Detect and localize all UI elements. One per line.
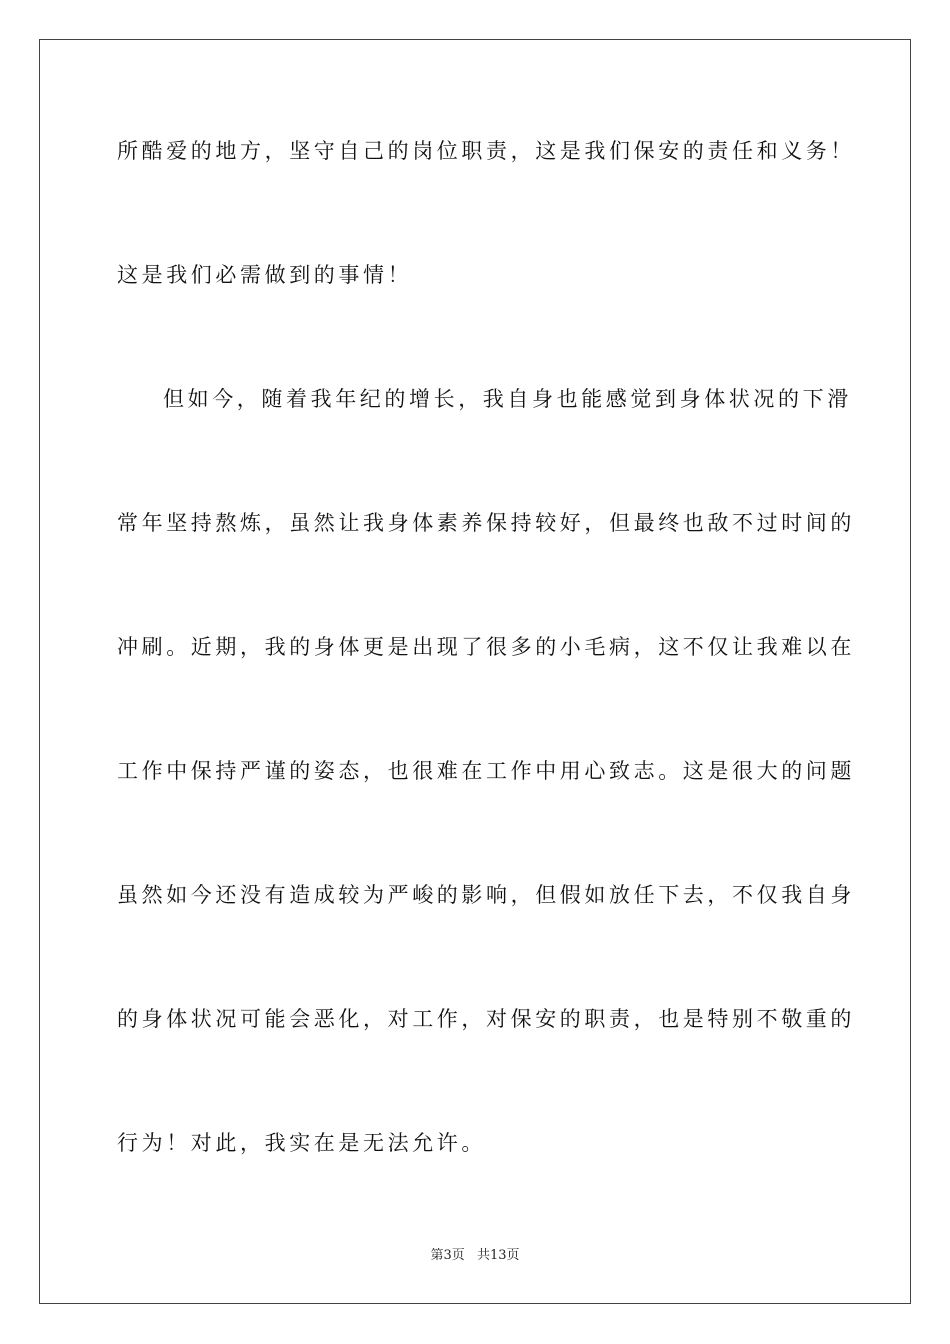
text-line-2: 这是我们必需做到的事情！: [117, 263, 413, 287]
text-line-7: 虽然如今还没有造成较为严峻的影响，但假如放任下去，不仅我自身: [117, 883, 855, 907]
text-line-8: 的身体状况可能会恶化，对工作，对保安的职责，也是特别不敬重的: [117, 1007, 855, 1031]
page-footer: [0, 1247, 950, 1265]
text-line-4: 常年坚持熬炼，虽然让我身体素养保持较好，但最终也敌不过时间的: [117, 511, 855, 535]
text-line-9: 行为！对此，我实在是无法允许。: [117, 1131, 486, 1155]
text-line-5: 冲刷。近期，我的身体更是出现了很多的小毛病，这不仅让我难以在: [117, 635, 855, 659]
text-line-6: 工作中保持严谨的姿态，也很难在工作中用心致志。这是很大的问题: [117, 759, 855, 783]
page-border: [39, 39, 911, 1304]
text-line-1: 所酷爱的地方，坚守自己的岗位职责，这是我们保安的责任和义务！: [117, 139, 855, 163]
page-total: 共13页: [476, 1248, 520, 1263]
page-number: 第3页: [430, 1248, 465, 1263]
text-line-3: 但如今，随着我年纪的增长，我自身也能感觉到身体状况的下滑: [163, 387, 852, 411]
